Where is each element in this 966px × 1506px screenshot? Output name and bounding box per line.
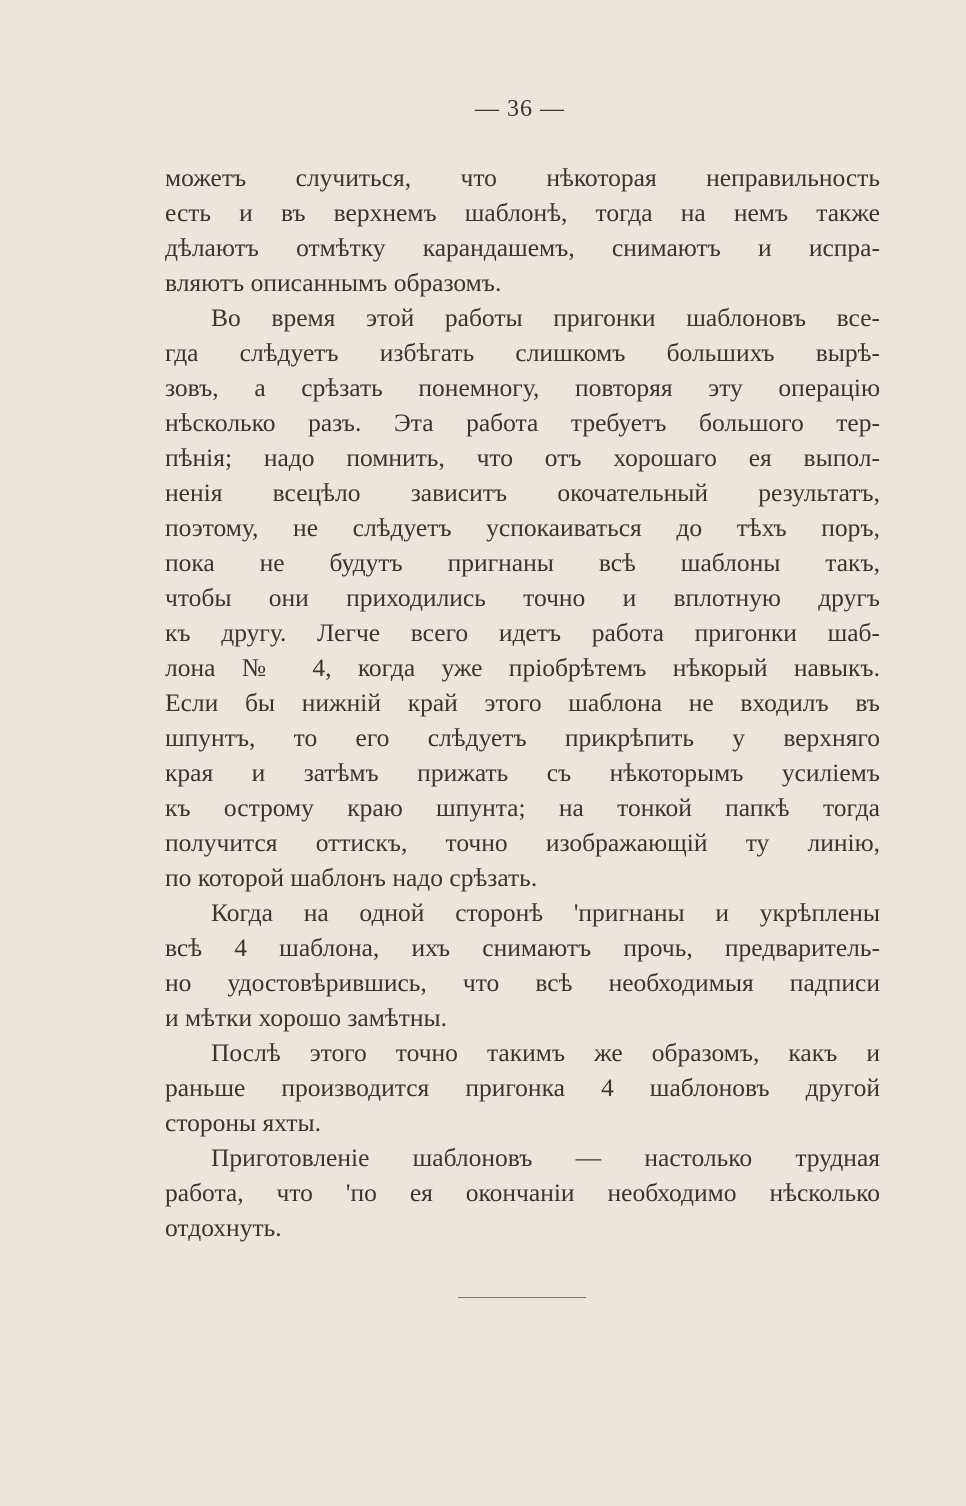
paragraph — [165, 1140, 880, 1245]
body-text — [165, 160, 880, 1245]
text-line: дѣлаютъ отмѣтку карандашемъ, снимаютъ и испра- — [165, 233, 880, 262]
text-line: работа, что 'по ея окончаніи необходимо нѣсколько — [165, 1178, 880, 1207]
text-line: къ другу. Легче всего идетъ работа пригонки шаб- — [165, 618, 880, 647]
text-line: по которой шаблонъ надо срѣзать. — [165, 863, 538, 892]
text-line: Во время этой работы пригонки шаблоновъ все- — [211, 303, 880, 332]
text-line: получится оттискъ, точно изображающій ту линію, — [165, 828, 880, 857]
text-line: ненія всецѣло зависитъ окочательный результатъ, — [165, 478, 880, 507]
text-line: шпунтъ, то его слѣдуетъ прикрѣпить у верхняго — [165, 723, 880, 752]
text-line: есть и въ верхнемъ шаблонѣ, тогда на немъ также — [165, 198, 880, 227]
paragraph — [165, 895, 880, 1035]
text-line: къ острому краю шпунта; на тонкой папкѣ тогда — [165, 793, 880, 822]
paragraph — [165, 160, 880, 300]
text-line: чтобы они приходились точно и вплотную другъ — [165, 583, 880, 612]
text-line: зовъ, а срѣзать понемногу, повторяя эту операцію — [165, 373, 880, 402]
text-line: Послѣ этого точно такимъ же образомъ, какъ и — [211, 1038, 880, 1067]
text-line: раньше производится пригонка 4 шаблоновъ другой — [165, 1073, 880, 1102]
text-line: нѣсколько разъ. Эта работа требуетъ большого тер- — [165, 408, 880, 437]
text-line: лона № 4, когда уже пріобрѣтемъ нѣкорый навыкъ. — [165, 653, 880, 682]
text-line: можетъ случиться, что нѣкоторая неправильность — [165, 163, 880, 192]
text-line: но удостовѣрившись, что всѣ необходимыя падписи — [165, 968, 880, 997]
text-line: края и затѣмъ прижать съ нѣкоторымъ усиліемъ — [165, 758, 880, 787]
paragraph — [165, 300, 880, 895]
text-line: пѣнія; надо помнить, что отъ хорошаго ея выпол- — [165, 443, 880, 472]
text-line: стороны яхты. — [165, 1108, 322, 1137]
text-line: отдохнуть. — [165, 1213, 282, 1242]
text-line: Если бы нижній край этого шаблона не входилъ въ — [165, 688, 880, 717]
text-line: поэтому, не слѣдуетъ успокаиваться до тѣхъ поръ, — [165, 513, 880, 542]
text-line: Когда на одной сторонѣ 'пригнаны и укрѣплены — [211, 898, 880, 927]
end-rule — [458, 1297, 586, 1298]
text-line: вляютъ описаннымъ образомъ. — [165, 268, 502, 297]
text-line: пока не будутъ пригнаны всѣ шаблоны такъ, — [165, 548, 880, 577]
text-line: Приготовленіе шаблоновъ — настолько трудная — [211, 1143, 880, 1172]
text-line: всѣ 4 шаблона, ихъ снимаютъ прочь, предваритель- — [165, 933, 880, 962]
text-line: и мѣтки хорошо замѣтны. — [165, 1003, 448, 1032]
paragraph — [165, 1035, 880, 1140]
text-line: гда слѣдуетъ избѣгать слишкомъ большихъ вырѣ- — [165, 338, 880, 367]
page-number: — 36 — — [475, 96, 565, 122]
